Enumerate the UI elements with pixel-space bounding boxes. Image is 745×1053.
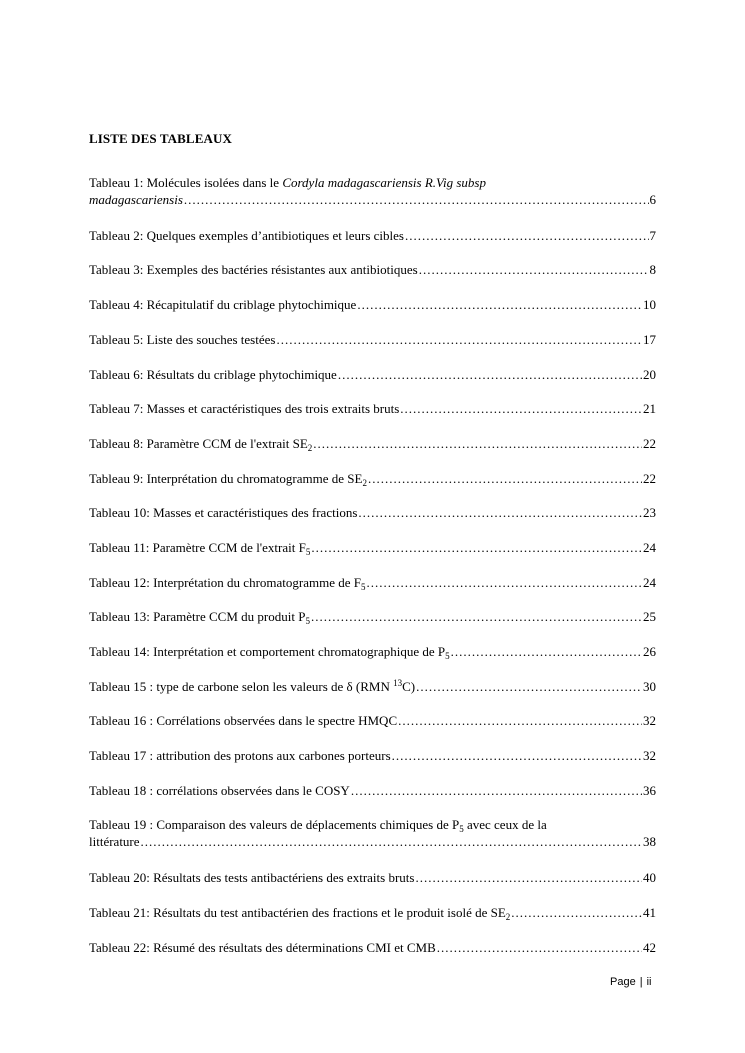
leader-dots — [416, 678, 642, 695]
entry-page-number: 10 — [643, 297, 656, 312]
entry-page-number: 22 — [643, 436, 656, 451]
entry-label: Tableau 4: Récapitulatif du criblage phytochimique — [89, 297, 357, 312]
entry-label: Tableau 13: Paramètre CCM du produit P — [89, 609, 306, 624]
entry-page-number: 24 — [643, 540, 656, 555]
toc-entry-1[interactable] — [89, 174, 656, 208]
entry-page-number: 6 — [649, 192, 656, 207]
entry-subscript: 5 — [305, 616, 310, 626]
leader-dots — [392, 747, 642, 764]
entry-page-number: 22 — [643, 471, 656, 486]
leader-dots — [419, 261, 649, 278]
leader-dots — [368, 470, 642, 487]
toc-entry-13[interactable] — [89, 608, 656, 625]
page-title: LISTE DES TABLEAUX — [89, 131, 232, 146]
entry-subscript: 5 — [459, 824, 464, 834]
entry-label: Tableau 10: Masses et caractéristiques des fractions — [89, 505, 358, 520]
entry-label-cont: avec ceux de la — [463, 817, 547, 832]
entry-subscript: 2 — [362, 478, 367, 488]
entry-label: Tableau 19 : Comparaison des valeurs de déplacements chimiques de P — [89, 817, 460, 832]
entry-page-number: 30 — [643, 679, 656, 694]
toc-entry-19[interactable] — [89, 816, 656, 850]
entry-page-number: 8 — [649, 262, 656, 277]
toc-entry-10[interactable] — [89, 504, 656, 521]
toc-entry-9[interactable] — [89, 470, 656, 487]
leader-dots — [313, 435, 642, 452]
leader-dots — [398, 712, 642, 729]
leader-dots — [311, 608, 642, 625]
leader-dots — [338, 366, 642, 383]
toc-entry-6[interactable] — [89, 366, 656, 383]
entry-label: Tableau 20: Résultats des tests antibactériens des extraits bruts — [89, 870, 415, 885]
leader-dots — [358, 504, 642, 521]
toc-entry-17[interactable] — [89, 747, 656, 764]
toc-entry-14[interactable] — [89, 643, 656, 660]
leader-dots — [400, 400, 642, 417]
entry-label: Tableau 21: Résultats du test antibactérien des fractions et le produit isolé de SE — [89, 905, 506, 920]
entry-page-number: 38 — [643, 834, 656, 849]
toc-entry-11[interactable] — [89, 539, 656, 556]
entry-subscript: 5 — [305, 547, 311, 557]
toc-entry-5[interactable] — [89, 331, 656, 348]
entry-subscript: 5 — [361, 582, 366, 592]
entry-label: Tableau 3: Exemples des bactéries résistantes aux antibiotiques — [89, 262, 418, 277]
toc-entry-22[interactable] — [89, 939, 656, 956]
leader-dots — [451, 643, 642, 660]
toc-entry-8[interactable] — [89, 435, 656, 452]
leader-dots — [415, 869, 642, 886]
entry-page-number: 41 — [643, 905, 656, 920]
document-page — [89, 0, 656, 1053]
leader-dots — [367, 574, 643, 591]
leader-dots — [311, 539, 642, 556]
entry-label: Tableau 9: Interprétation du chromatogramme de SE — [89, 471, 363, 486]
page-footer — [610, 976, 651, 988]
entry-label: Tableau 1: Molécules isolées dans le — [89, 175, 283, 190]
entry-page-number: 7 — [649, 228, 656, 243]
toc-entry-18[interactable] — [89, 782, 656, 799]
entry-label: Tableau 8: Paramètre CCM de l'extrait SE — [89, 436, 308, 451]
entry-label: Tableau 7: Masses et caractéristiques des trois extraits bruts — [89, 401, 400, 416]
toc-entry-20[interactable] — [89, 869, 656, 886]
entry-label-suffix: C) — [402, 679, 416, 694]
entry-page-number: 21 — [643, 401, 656, 416]
entry-superscript: 13 — [393, 678, 403, 688]
leader-dots — [437, 939, 642, 956]
leader-dots — [405, 227, 649, 244]
footer-page-number: ii — [646, 976, 652, 988]
leader-dots — [357, 296, 642, 313]
toc-entry-4[interactable] — [89, 296, 656, 313]
toc-entry-21[interactable] — [89, 904, 656, 921]
entry-label: Tableau 12: Interprétation du chromatogramme de F — [89, 575, 361, 590]
entry-page-number: 32 — [643, 713, 656, 728]
entry-label: Tableau 17 : attribution des protons aux carbones porteurs — [89, 748, 391, 763]
entry-page-number: 17 — [643, 332, 656, 347]
toc-entry-16[interactable] — [89, 712, 656, 729]
toc-entry-2[interactable] — [89, 227, 656, 244]
leader-dots — [184, 191, 649, 208]
leader-dots — [141, 833, 642, 850]
entry-page-number: 32 — [643, 748, 656, 763]
entry-label: Tableau 18 : corrélations observées dans le COSY — [89, 783, 350, 798]
entry-subscript: 2 — [307, 443, 313, 453]
entry-page-number: 25 — [643, 609, 656, 624]
toc-entry-7[interactable] — [89, 400, 656, 417]
entry-subscript: 5 — [445, 651, 450, 661]
leader-dots — [511, 904, 642, 921]
entry-label-italic: madagascariensis — [89, 192, 183, 207]
entry-label: Tableau 11: Paramètre CCM de l'extrait F — [89, 540, 306, 555]
leader-dots — [351, 782, 642, 799]
entry-label: Tableau 14: Interprétation et comportement chromatographique de P — [89, 644, 446, 659]
entry-subscript: 2 — [505, 912, 511, 922]
toc-entry-15[interactable] — [89, 678, 656, 695]
entry-page-number: 24 — [643, 575, 656, 590]
footer-page-label: Page — [610, 976, 636, 988]
toc-entry-3[interactable] — [89, 261, 656, 278]
entry-page-number: 36 — [643, 783, 656, 798]
entry-label: Tableau 6: Résultats du criblage phytochimique — [89, 367, 337, 382]
entry-label: Tableau 2: Quelques exemples d’antibiotiques et leurs cibles — [89, 228, 404, 243]
entry-page-number: 42 — [643, 940, 656, 955]
entry-label: Tableau 5: Liste des souches testées — [89, 332, 276, 347]
footer-separator: | — [639, 976, 643, 988]
leader-dots — [276, 331, 642, 348]
entry-label: Tableau 16 : Corrélations observées dans le spectre HMQC — [89, 713, 398, 728]
entry-label: Tableau 22: Résumé des résultats des déterminations CMI et CMB — [89, 940, 436, 955]
entry-label: littérature — [89, 834, 140, 849]
entry-page-number: 26 — [643, 644, 656, 659]
entry-label-italic: Cordyla madagascariensis R.Vig subsp — [282, 175, 486, 190]
entry-page-number: 40 — [643, 870, 656, 885]
entry-page-number: 20 — [643, 367, 656, 382]
entry-page-number: 23 — [643, 505, 656, 520]
entry-label: Tableau 15 : type de carbone selon les valeurs de δ (RMN — [89, 679, 394, 694]
toc-entry-12[interactable] — [89, 574, 656, 591]
